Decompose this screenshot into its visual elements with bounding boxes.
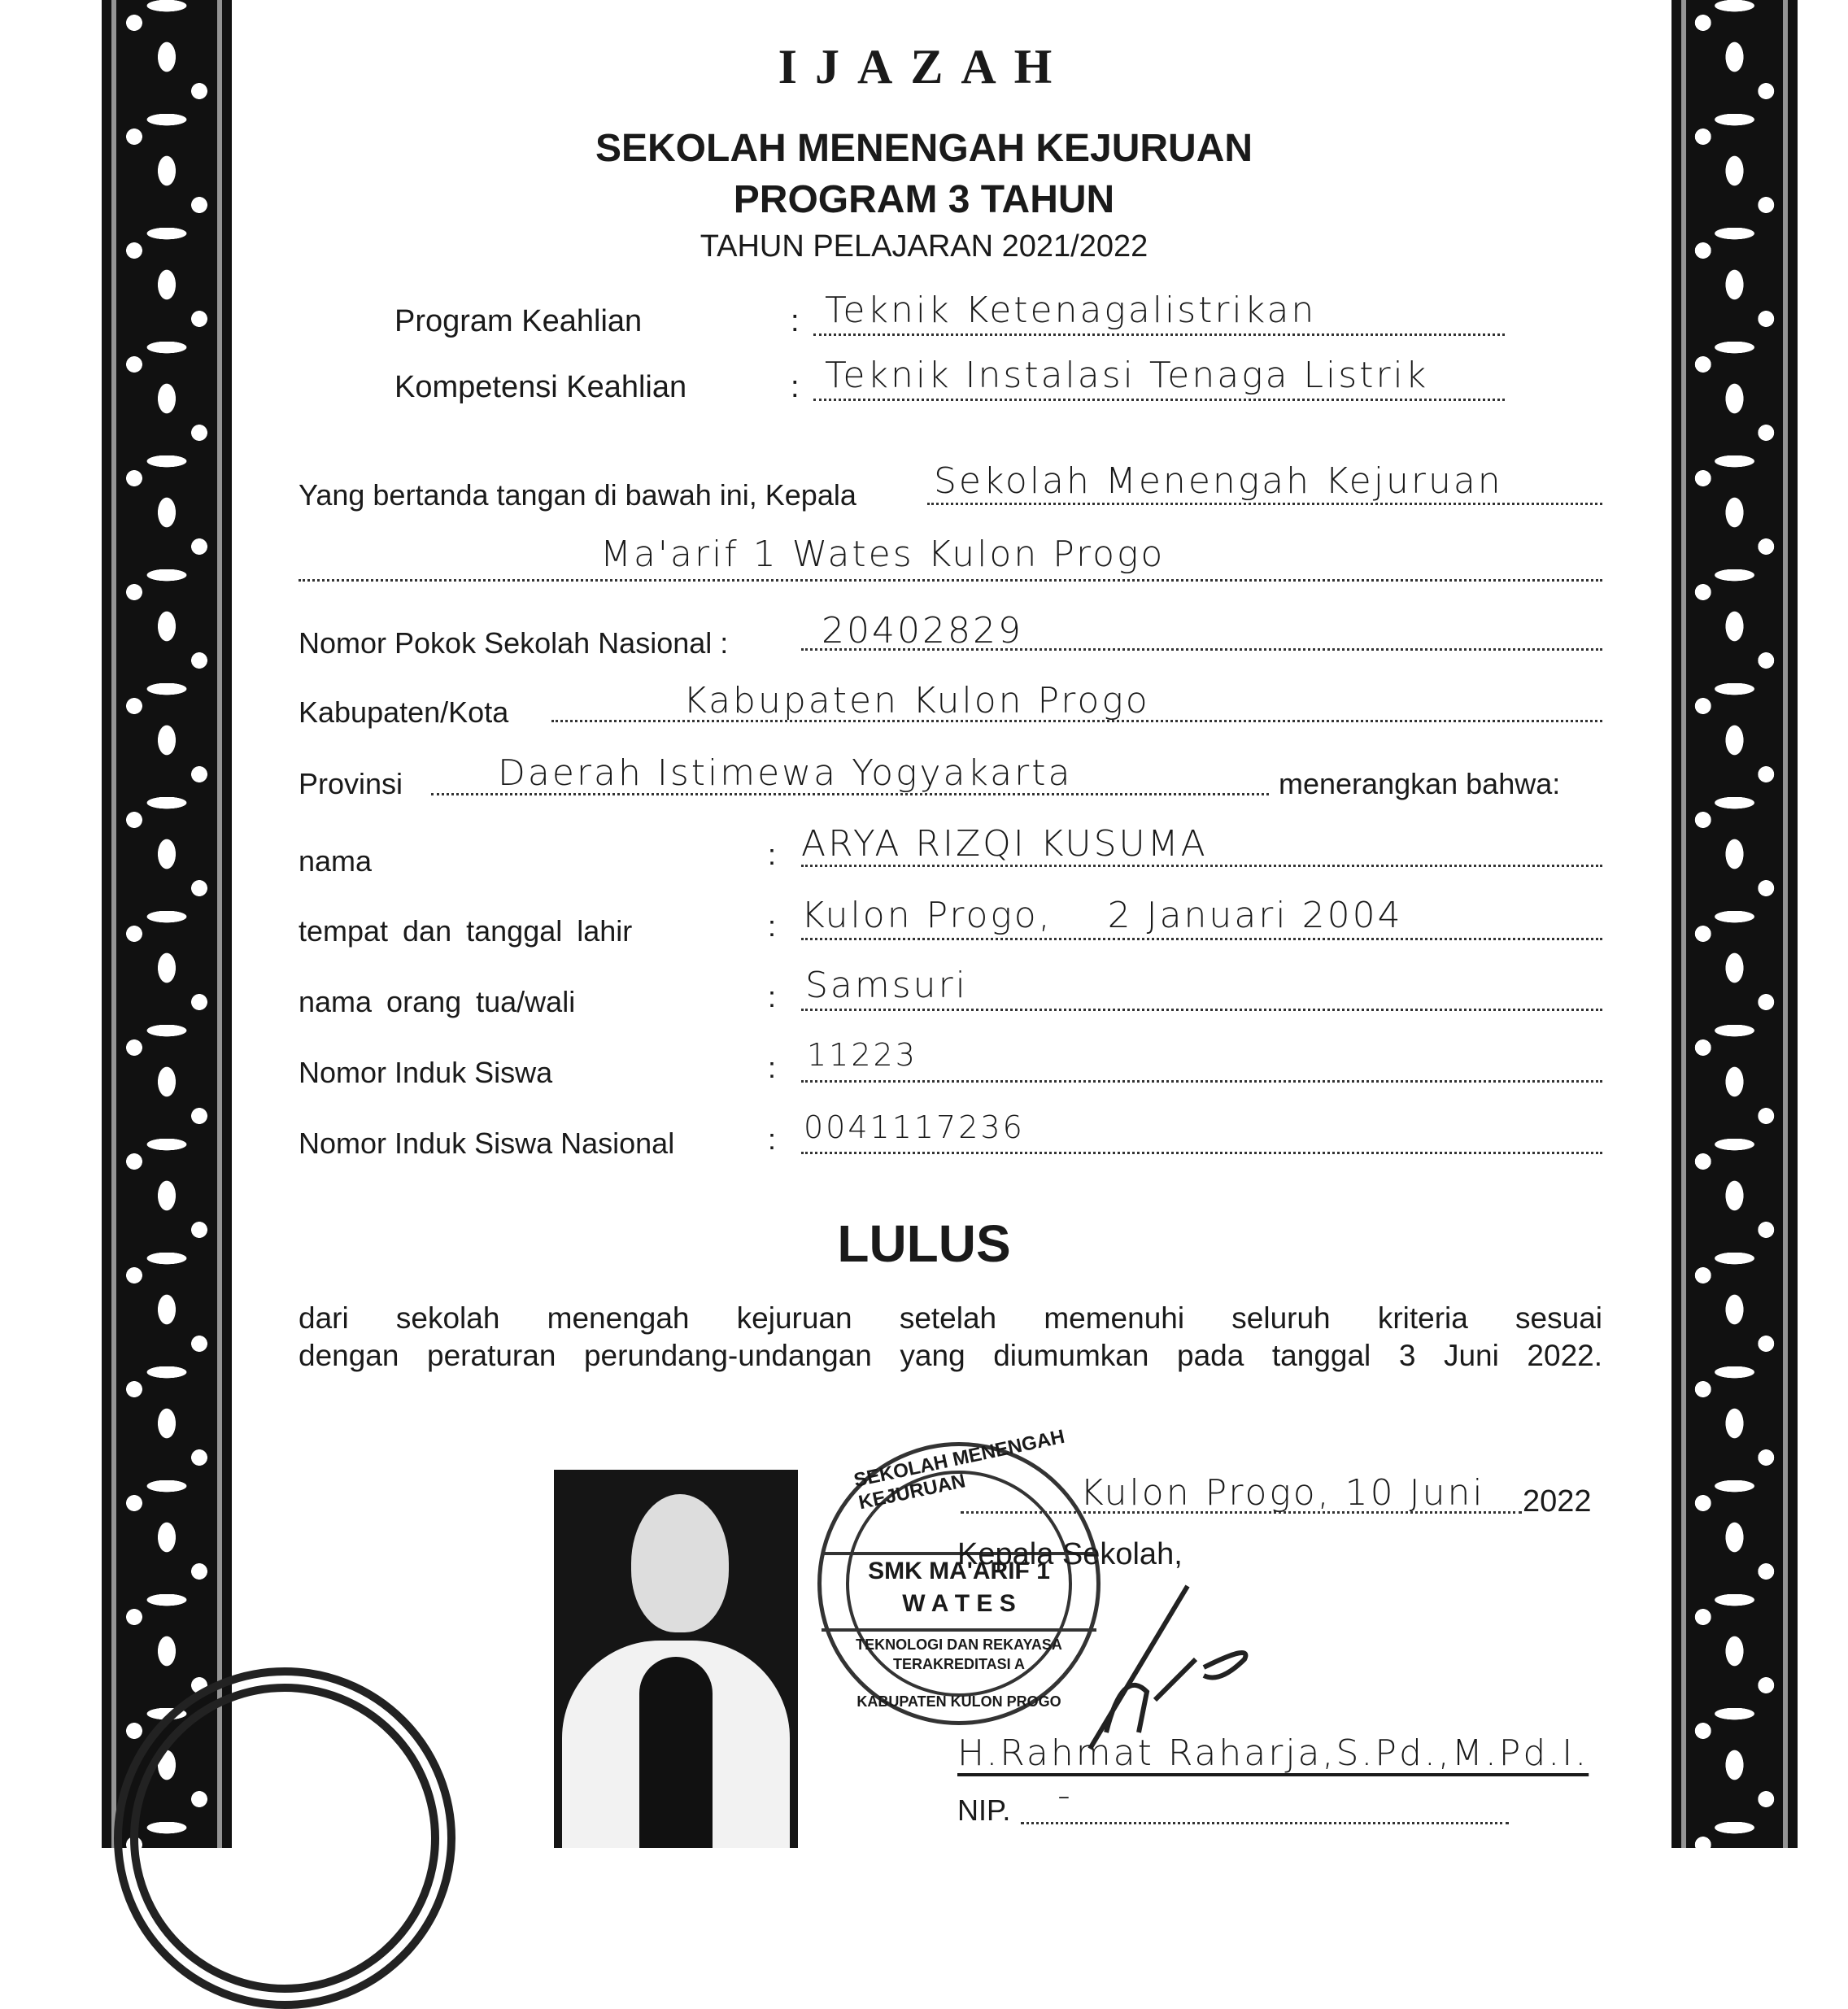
dotted-line (299, 579, 1602, 582)
province-label: Provinsi (299, 767, 403, 800)
parent-value: Samsuri (805, 965, 968, 1006)
stamp-field: TEKNOLOGI DAN REKAYASA (856, 1636, 1062, 1653)
stamp-arc-text: SEKOLAH MENENGAH KEJURUAN (852, 1425, 1067, 1514)
dotted-line (1021, 1822, 1509, 1824)
dotted-line (927, 503, 1602, 505)
result-text-line2: dengan peraturan perundang-undangan yang diumumkan pada tanggal 3 Juni 2022. (299, 1339, 1602, 1372)
headmaster-name: H.Rahmat Raharja,S.Pd.,M.Pd.I. (957, 1732, 1589, 1774)
colon: : (768, 838, 777, 871)
program-value: Teknik Ketenagalistrikan (825, 290, 1317, 331)
colon: : (791, 304, 800, 338)
birth-value: Kulon Progo, 2 Januari 2004 (801, 895, 1403, 936)
nip-label: NIP. (957, 1793, 1011, 1827)
stamp-accreditation: TERAKREDITASI A (893, 1656, 1025, 1672)
signature-role: Kepala Sekolah, (957, 1537, 1183, 1571)
birth-label: tempat dan tanggal lahir (299, 914, 633, 948)
school-emblem (114, 1667, 455, 2009)
npsn-value: 20402829 (822, 610, 1023, 652)
parent-label: nama orang tua/wali (299, 985, 576, 1018)
signature-year: 2022 (1523, 1484, 1592, 1519)
name-value: ARYA RIZQI KUSUMA (801, 823, 1208, 865)
nis-label: Nomor Induk Siswa (299, 1056, 553, 1089)
name-label: nama (299, 844, 373, 878)
nisn-label: Nomor Induk Siswa Nasional (299, 1127, 675, 1160)
dotted-line (801, 1152, 1602, 1154)
nip-value: - (1057, 1775, 1073, 1816)
result-text-line1: dari sekolah menengah kejuruan setelah memenuhi seluruh kriteria sesuai (299, 1301, 1602, 1335)
program-heading: PROGRAM 3 TAHUN (733, 178, 1115, 221)
dotted-line (801, 865, 1602, 867)
stamp-city: W A T E S (902, 1590, 1016, 1617)
colon: : (791, 370, 800, 404)
stamp-regency: KABUPATEN KULON PROGO (856, 1693, 1061, 1710)
ornamental-border-right (1671, 0, 1798, 1848)
dotted-line (801, 938, 1602, 940)
npsn-label: Nomor Pokok Sekolah Nasional : (299, 626, 729, 660)
result-status: LULUS (837, 1214, 1011, 1273)
colon: : (768, 909, 777, 943)
school-type-heading: SEKOLAH MENENGAH KEJURUAN (595, 127, 1253, 170)
colon: : (768, 980, 777, 1013)
province-value: Daerah Istimewa Yogyakarta (498, 752, 1073, 794)
colon: : (768, 1051, 777, 1084)
signature-scribble (1057, 1570, 1269, 1757)
nisn-value: 0041117236 (804, 1109, 1025, 1145)
program-label: Program Keahlian (394, 304, 643, 338)
regency-label: Kabupaten/Kota (299, 695, 509, 729)
dotted-line (801, 1080, 1602, 1083)
place-date: Kulon Progo, 10 Juni (1080, 1472, 1485, 1514)
ornamental-border-left (102, 0, 232, 1848)
academic-year: TAHUN PELAJARAN 2021/2022 (700, 229, 1148, 264)
school-name-line2: Ma'arif 1 Wates Kulon Progo (600, 534, 1166, 575)
dotted-line (801, 1009, 1602, 1011)
school-name-line1: Sekolah Menengah Kejuruan (934, 460, 1503, 502)
colon: : (768, 1122, 777, 1156)
competency-value: Teknik Instalasi Tenaga Listrik (825, 355, 1429, 396)
intro-text: Yang bertanda tangan di bawah ini, Kepala (299, 478, 856, 512)
dotted-line (813, 333, 1505, 336)
nis-value: 11223 (807, 1037, 917, 1073)
student-photo (554, 1470, 798, 1848)
dotted-line (813, 399, 1505, 401)
competency-label: Kompetensi Keahlian (394, 370, 687, 404)
document-title: IJAZAH (778, 40, 1070, 94)
stamp-school: SMK MA'ARIF 1 (868, 1558, 1050, 1584)
regency-value: Kabupaten Kulon Progo (683, 680, 1150, 721)
states-text: menerangkan bahwa: (1279, 767, 1561, 800)
